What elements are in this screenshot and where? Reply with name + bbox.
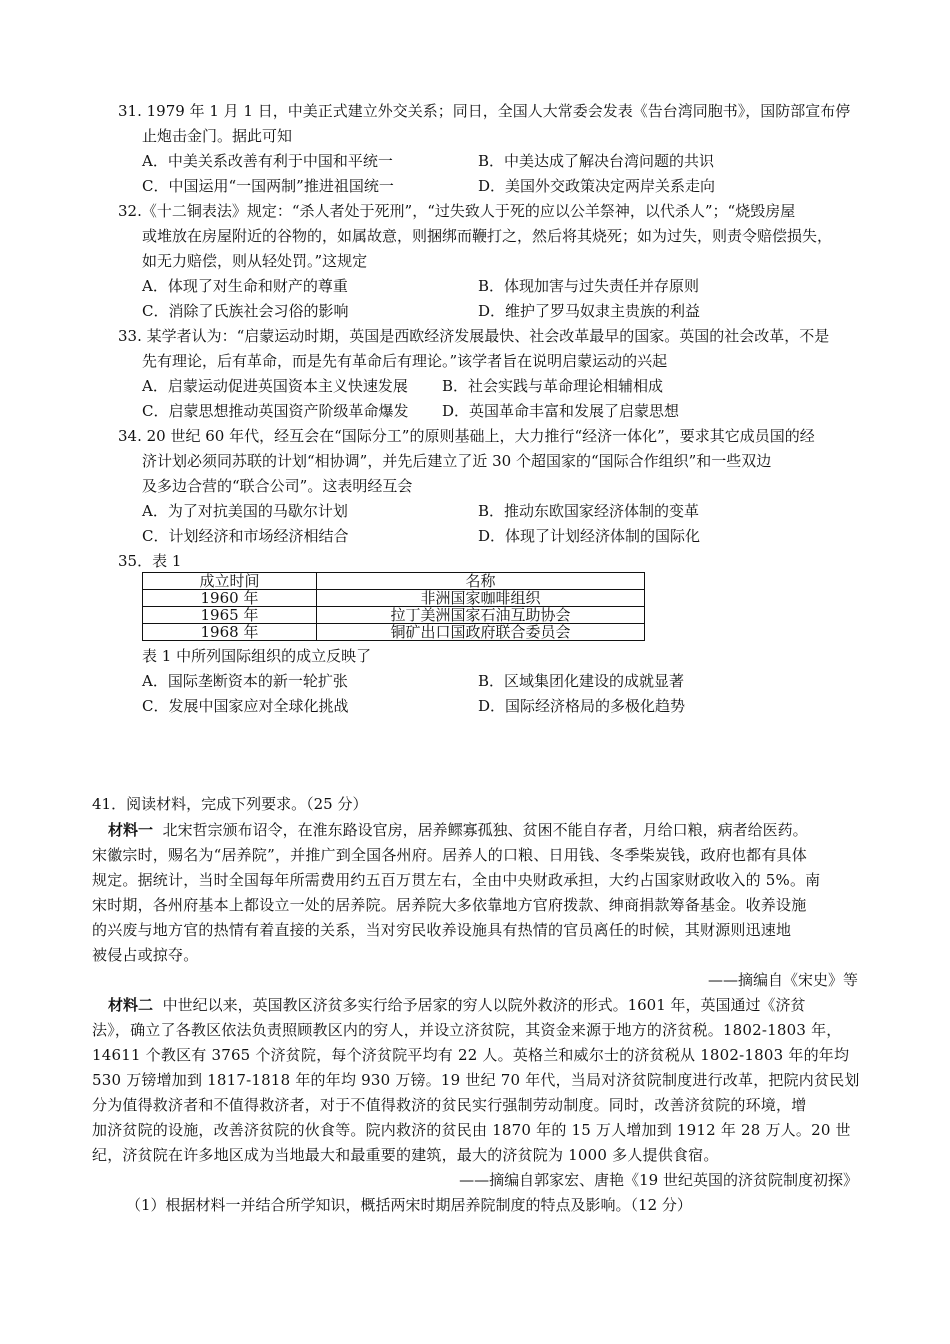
material-1-line3: 规定。据统计，当时全国每年所需费用约五百万贯左右，全由中央财政承担，大约占国家财政收入的 5%。南 — [92, 871, 821, 889]
material-2-line2: 法》，确立了各教区依法负责照顾教区内的穷人，并设立济贫院，其资金来源于地方的济贫税。1802-1803 年， — [92, 1021, 842, 1039]
table-header-cell: 名称 — [317, 573, 645, 590]
q32-option-c: C．消除了氏族社会习俗的影响 — [142, 302, 349, 320]
q31-option-d: D．美国外交政策决定两岸关系走向 — [478, 177, 716, 195]
q33-option-c: C．启蒙思想推动英国资产阶级革命爆发 — [142, 402, 409, 420]
q33-stem-line1: 33. 某学者认为：“启蒙运动时期，英国是西欧经济发展最快、社会改革最早的国家。英国的社会改革，不是 — [118, 327, 830, 345]
q34-stem-line3: 及多边合营的“联合公司”。这表明经互会 — [142, 477, 413, 495]
material-1-label: 材料一 — [108, 821, 154, 839]
table-cell: 非洲国家咖啡组织 — [317, 590, 645, 607]
material-1-line2: 宋徽宗时，赐名为“居养院”，并推广到全国各州府。居养人的口粮、日用钱、冬季柴炭钱，政府也都有具体 — [92, 846, 807, 864]
q34-stem-line1: 34. 20 世纪 60 年代，经互会在“国际分工”的原则基础上，大力推行“经济一体化”，要求其它成员国的经 — [118, 427, 815, 445]
q41-question-1: （1）根据材料一并结合所学知识，概括两宋时期居养院制度的特点及影响。（12 分） — [126, 1196, 692, 1214]
table-row — [143, 607, 645, 624]
q35-after-table: 表 1 中所列国际组织的成立反映了 — [142, 647, 372, 665]
q33-stem-line2: 先有理论，后有革命，而是先有革命后有理论。”该学者旨在说明启蒙运动的兴起 — [142, 352, 668, 370]
q34-option-c: C．计划经济和市场经济相结合 — [142, 527, 349, 545]
material-2-line3: 14611 个教区有 3765 个济贫院，每个济贫院平均有 22 人。英格兰和威尔士的济贫税从 1802-1803 年的年均 — [92, 1046, 850, 1064]
material-2-line7: 纪，济贫院在许多地区成为当地最大和最重要的建筑，最大的济贫院为 1000 多人提供食宿。 — [92, 1146, 719, 1164]
table-cell: 铜矿出口国政府联合委员会 — [317, 624, 645, 641]
table-cell: 1965 年 — [143, 607, 317, 624]
q34-option-b: B．推动东欧国家经济体制的变革 — [478, 502, 700, 520]
q32-stem-line3: 如无力赔偿，则从轻处罚。”这规定 — [142, 252, 368, 270]
material-1-line6: 被侵占或掠夺。 — [92, 946, 199, 964]
q34-option-d: D．体现了计划经济体制的国际化 — [478, 527, 701, 545]
material-1-source: ——摘编自《宋史》等 — [707, 971, 858, 989]
material-1-line1 — [108, 820, 808, 840]
q32-option-d: D．维护了罗马奴隶主贵族的利益 — [478, 302, 701, 320]
material-2-source: ——摘编自郭家宏、唐艳《19 世纪英国的济贫院制度初探》 — [459, 1171, 858, 1189]
q31-option-c: C．中国运用“一国两制”推进祖国统一 — [142, 177, 394, 195]
q31-stem-line2: 止炮击金门。据此可知 — [142, 127, 293, 145]
q31-option-b: B．中美达成了解决台湾问题的共识 — [478, 152, 715, 170]
q32-stem-line1: 32.《十二铜表法》规定：“杀人者处于死刑”，“过失致人于死的应以公羊祭神，以代杀人”；“烧毁房屋 — [118, 202, 796, 220]
q31-stem-line1: 31. 1979 年 1 月 1 日，中美正式建立外交关系；同日，全国人大常委会发表《告台湾同胞书》，国防部宣布停 — [118, 102, 851, 120]
material-2-line5: 分为值得救济者和不值得救济者，对于不值得救济的贫民实行强制劳动制度。同时，改善济贫院的环境，增 — [92, 1096, 807, 1114]
table-header-cell: 成立时间 — [143, 573, 317, 590]
material-2-line4: 530 万镑增加到 1817-1818 年的年均 930 万镑。19 世纪 70 年代，当局对济贫院制度进行改革，把院内贫民划 — [92, 1071, 860, 1089]
q35-table — [142, 572, 645, 641]
q35-option-b: B．区域集团化建设的成就显著 — [478, 672, 685, 690]
q33-option-d: D．英国革命丰富和发展了启蒙思想 — [442, 402, 680, 420]
q41-title: 41．阅读材料，完成下列要求。（25 分） — [92, 795, 368, 813]
table-row — [143, 590, 645, 607]
q33-option-a: A．启蒙运动促进英国资本主义快速发展 — [142, 377, 408, 395]
material-2-text: 中世纪以来，英国教区济贫多实行给予居家的穷人以院外救济的形式。1601 年，英国通过《济贫 — [162, 996, 806, 1014]
q34-stem-line2: 济计划必须同苏联的计划“相协调”，并先后建立了近 30 个超国家的“国际合作组织”和一些双边 — [142, 452, 772, 470]
q35-option-a: A．国际垄断资本的新一轮扩张 — [142, 672, 348, 690]
material-1-line4: 宋时期，各州府基本上都设立一处的居养院。居养院大多依靠地方官府拨款、绅商捐款筹备基金。收养设施 — [92, 896, 807, 914]
q32-option-b: B．体现加害与过失责任并存原则 — [478, 277, 700, 295]
q34-option-a: A．为了对抗美国的马歇尔计划 — [142, 502, 348, 520]
material-2-line1 — [108, 995, 806, 1015]
table-row — [143, 624, 645, 641]
q35-option-c: C．发展中国家应对全球化挑战 — [142, 697, 349, 715]
q35-option-d: D．国际经济格局的多极化趋势 — [478, 697, 686, 715]
table-header-row — [143, 573, 645, 590]
material-2-line6: 加济贫院的设施，改善济贫院的伙食等。院内救济的贫民由 1870 年的 15 万人增加到 1912 年 28 万人。20 世 — [92, 1121, 851, 1139]
q32-stem-line2: 或堆放在房屋附近的谷物的，如属故意，则捆绑而鞭打之，然后将其烧死；如为过失，则责令赔偿损失， — [142, 227, 833, 245]
q35-stem: 35．表 1 — [118, 552, 182, 570]
table-cell: 1960 年 — [143, 590, 317, 607]
table-cell: 拉丁美洲国家石油互助协会 — [317, 607, 645, 624]
q32-option-a: A．体现了对生命和财产的尊重 — [142, 277, 348, 295]
q33-option-b: B．社会实践与革命理论相辅相成 — [442, 377, 664, 395]
q31-option-a: A．中美关系改善有利于中国和平统一 — [142, 152, 393, 170]
material-1-line5: 的兴废与地方官的热情有着直接的关系，当对穷民收养设施具有热情的官员离任的时候，其财源则迅速地 — [92, 921, 792, 939]
material-2-label: 材料二 — [108, 996, 154, 1014]
material-1-text: 北宋哲宗颁布诏令，在淮东路设官房，居养鳏寡孤独、贫困不能自存者，月给口粮，病者给医药。 — [162, 821, 808, 839]
table-cell: 1968 年 — [143, 624, 317, 641]
